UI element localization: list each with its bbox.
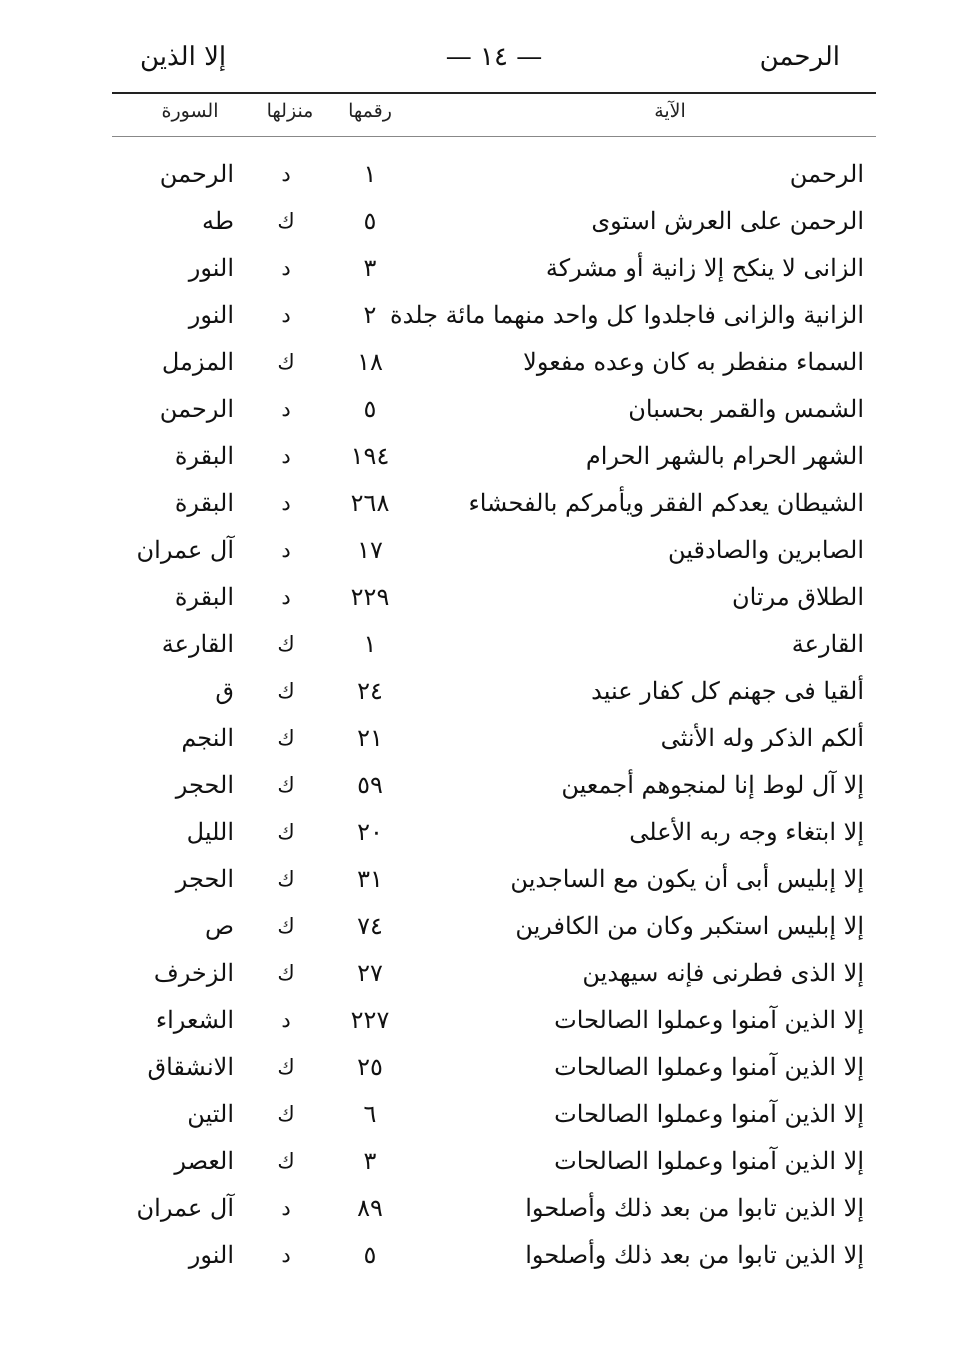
revelation-place: د	[281, 303, 291, 327]
sura-name: ق	[215, 677, 234, 705]
column-header-aya: الآية	[654, 100, 686, 122]
revelation-place: د	[281, 1196, 291, 1220]
aya-number: ٨٩	[357, 1194, 383, 1222]
aya-text: الزانى لا ينكح إلا زانية أو مشركة	[545, 254, 864, 282]
aya-text: ألقيا فى جهنم كل كفار عنيد	[591, 677, 864, 705]
table-row	[0, 482, 968, 529]
aya-text: الرحمن	[789, 160, 864, 188]
table-row	[0, 858, 968, 905]
table-row	[0, 1187, 968, 1234]
revelation-place: ك	[277, 726, 295, 750]
aya-text: إلا الذين تابوا من بعد ذلك وأصلحوا	[525, 1194, 864, 1222]
aya-text: الشيطان يعدكم الفقر ويأمركم بالفحشاء	[468, 489, 864, 517]
aya-number: ٣	[363, 1147, 377, 1175]
aya-text: الطلاق مرتان	[732, 583, 864, 611]
aya-number: ١٨	[357, 348, 383, 376]
header-rule	[112, 92, 876, 94]
revelation-place: ك	[277, 820, 295, 844]
aya-text: ألكم الذكر وله الأنثى	[660, 724, 864, 752]
aya-text: إلا إبليس أبى أن يكون مع الساجدين	[510, 865, 864, 893]
revelation-place: د	[281, 585, 291, 609]
index-table	[0, 153, 968, 1281]
aya-text: إلا آل لوط إنا لمنجوهم أجمعين	[561, 771, 864, 799]
sura-name: الزخرف	[153, 959, 234, 987]
table-row	[0, 670, 968, 717]
revelation-place: د	[281, 397, 291, 421]
revelation-place: ك	[277, 1055, 295, 1079]
running-header-right: الرحمن	[759, 42, 840, 72]
aya-number: ٢١	[357, 724, 383, 752]
aya-number: ١	[363, 160, 377, 188]
aya-number: ١٩٤	[350, 442, 390, 470]
table-row	[0, 1140, 968, 1187]
sura-name: النجم	[181, 724, 234, 752]
sura-name: البقرة	[174, 583, 234, 611]
sura-name: الرحمن	[159, 160, 234, 188]
revelation-place: د	[281, 538, 291, 562]
revelation-place: ك	[277, 679, 295, 703]
table-row	[0, 811, 968, 858]
revelation-place: د	[281, 1008, 291, 1032]
table-row	[0, 294, 968, 341]
revelation-place: ك	[277, 350, 295, 374]
revelation-place: د	[281, 256, 291, 280]
revelation-place: ك	[277, 867, 295, 891]
aya-text: الشهر الحرام بالشهر الحرام	[585, 442, 864, 470]
table-row	[0, 388, 968, 435]
column-header-sura: السورة	[161, 100, 219, 122]
aya-text: الزانية والزانى فاجلدوا كل واحد منهما مائة جلدة	[390, 301, 864, 329]
aya-number: ٢٤	[357, 677, 383, 705]
aya-text: إلا الذين آمنوا وعملوا الصالحات	[554, 1100, 864, 1128]
table-row	[0, 247, 968, 294]
aya-number: ٥٩	[357, 771, 383, 799]
revelation-place: د	[281, 444, 291, 468]
aya-text: الرحمن على العرش استوى	[591, 207, 864, 235]
sura-name: الرحمن	[159, 395, 234, 423]
running-header-left: إلا الذين	[140, 42, 227, 72]
aya-text: الصابرين والصادقين	[668, 536, 864, 564]
aya-number: ٣١	[357, 865, 383, 893]
aya-text: إلا ابتغاء وجه ربه الأعلى	[629, 818, 864, 846]
aya-text: إلا الذين آمنوا وعملوا الصالحات	[554, 1147, 864, 1175]
revelation-place: ك	[277, 961, 295, 985]
sura-name: الحجر	[175, 771, 234, 799]
aya-number: ٥	[363, 207, 377, 235]
table-row	[0, 952, 968, 999]
revelation-place: ك	[277, 1102, 295, 1126]
aya-number: ١٧	[357, 536, 383, 564]
aya-number: ٧٤	[357, 912, 383, 940]
sura-name: النور	[188, 1241, 234, 1269]
page-number: — ١٤ —	[445, 42, 543, 72]
sura-name: النور	[188, 301, 234, 329]
aya-text: السماء منفطر به كان وعده مفعولا	[523, 348, 864, 376]
sura-name: النور	[188, 254, 234, 282]
aya-number: ٢٢٩	[350, 583, 390, 611]
table-row	[0, 200, 968, 247]
table-row	[0, 1093, 968, 1140]
revelation-place: د	[281, 162, 291, 186]
revelation-place: ك	[277, 1149, 295, 1173]
column-header-number: رقمها	[348, 100, 392, 122]
aya-number: ٥	[363, 395, 377, 423]
aya-number: ٥	[363, 1241, 377, 1269]
aya-number: ٢٧	[357, 959, 383, 987]
table-row	[0, 764, 968, 811]
sura-name: آل عمران	[136, 1194, 234, 1222]
table-row	[0, 717, 968, 764]
aya-text: الشمس والقمر بحسبان	[628, 395, 864, 423]
table-row	[0, 576, 968, 623]
sura-name: الحجر	[175, 865, 234, 893]
revelation-place: د	[281, 491, 291, 515]
sura-name: القارعة	[161, 630, 234, 658]
table-row	[0, 153, 968, 200]
aya-text: إلا الذين تابوا من بعد ذلك وأصلحوا	[525, 1241, 864, 1269]
sura-name: المزمل	[161, 348, 234, 376]
sura-name: الليل	[186, 818, 234, 846]
revelation-place: ك	[277, 632, 295, 656]
revelation-place: ك	[277, 209, 295, 233]
aya-number: ٢	[363, 301, 377, 329]
sura-name: التين	[187, 1100, 234, 1128]
column-header-place: منزلها	[266, 100, 314, 122]
sura-name: البقرة	[174, 489, 234, 517]
sura-name: البقرة	[174, 442, 234, 470]
aya-number: ٦	[363, 1100, 377, 1128]
table-row	[0, 623, 968, 670]
revelation-place: ك	[277, 773, 295, 797]
aya-text: إلا الذين آمنوا وعملوا الصالحات	[554, 1006, 864, 1034]
table-row	[0, 1234, 968, 1281]
table-row	[0, 341, 968, 388]
aya-number: ٢٦٨	[350, 489, 390, 517]
table-row	[0, 435, 968, 482]
aya-number: ٣	[363, 254, 377, 282]
aya-text: إلا الذى فطرنى فإنه سيهدين	[582, 959, 864, 987]
sura-name: ص	[204, 912, 234, 940]
revelation-place: د	[281, 1243, 291, 1267]
sura-name: آل عمران	[136, 536, 234, 564]
sura-name: الشعراء	[155, 1006, 234, 1034]
revelation-place: ك	[277, 914, 295, 938]
sura-name: العصر	[174, 1147, 234, 1175]
aya-text: القارعة	[791, 630, 864, 658]
sura-name: الانشقاق	[147, 1053, 234, 1081]
aya-number: ٢٠	[357, 818, 383, 846]
aya-text: إلا الذين آمنوا وعملوا الصالحات	[554, 1053, 864, 1081]
aya-number: ١	[363, 630, 377, 658]
sura-name: طه	[202, 207, 234, 235]
table-row	[0, 1046, 968, 1093]
aya-number: ٢٢٧	[350, 1006, 390, 1034]
table-row	[0, 999, 968, 1046]
column-header-rule	[112, 136, 876, 137]
aya-text: إلا إبليس استكبر وكان من الكافرين	[515, 912, 864, 940]
table-row	[0, 905, 968, 952]
aya-number: ٢٥	[357, 1053, 383, 1081]
table-row	[0, 529, 968, 576]
